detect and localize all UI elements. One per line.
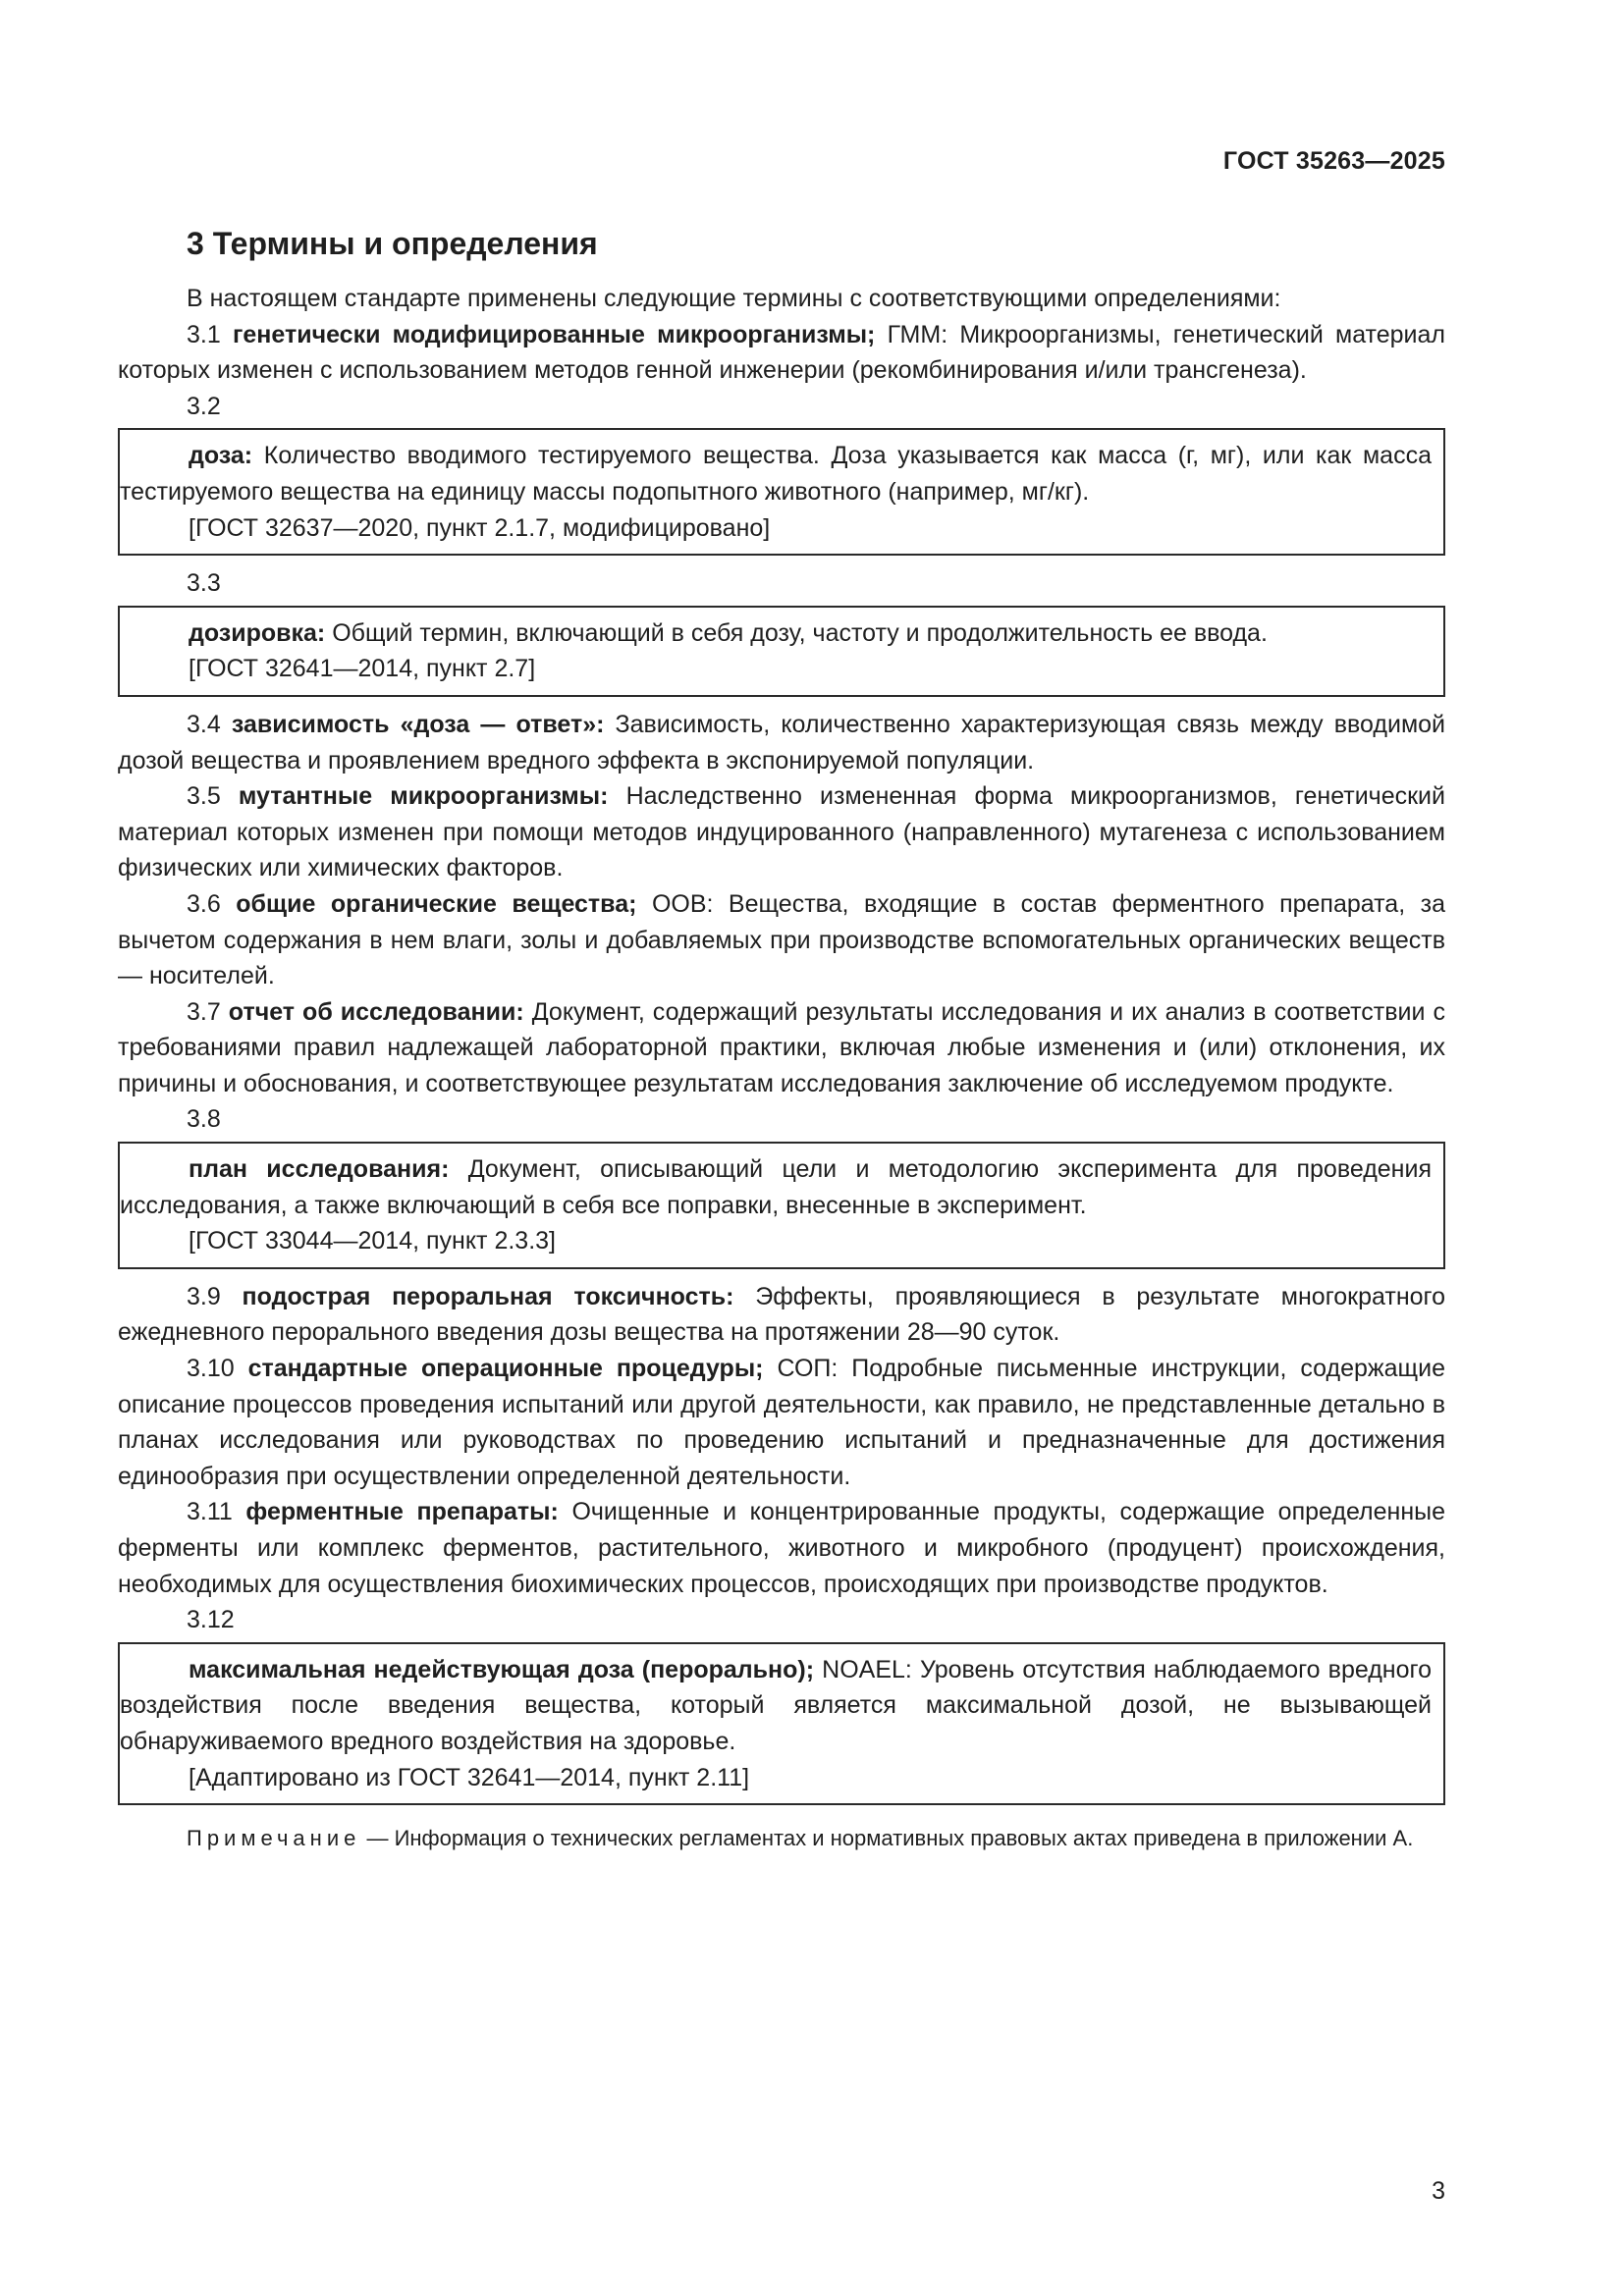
term-name: отчет об исследовании: [228, 997, 524, 1026]
term-number: 3.11 [187, 1498, 233, 1526]
term-name: доза: [189, 442, 253, 470]
term-source: [ГОСТ 32641—2014, пункт 2.7] [189, 655, 536, 683]
term-number: 3.5 [187, 782, 221, 811]
term-number-3-12: 3.12 [187, 1606, 235, 1634]
note-text: — Информация о технических регламентах и нормативных правовых актах приведена в приложении А. [360, 1826, 1414, 1851]
term-3-8 [120, 1151, 1432, 1223]
term-definition: Документ, содержащий результаты исследования и их анализ в соответствии с требованиями правил надлежащей лабораторной практики, включая любые изменения и (или) отклонения, их причины и обоснования, и соответствующее результатам исследования заключение об исследуемом продукте. [118, 997, 1445, 1097]
term-number: 3.4 [187, 710, 221, 738]
term-definition: Наследственно измененная форма микроорганизмов, генетический материал которых изменен при помощи методов индуцированного (направленного) мутагенеза с использованием физических или химических факторов. [118, 782, 1445, 882]
term-3-2 [120, 438, 1432, 509]
note [118, 1823, 1445, 1853]
term-source: [ГОСТ 32637—2020, пункт 2.1.7, модифицировано] [189, 513, 771, 542]
term-3-12 [120, 1652, 1432, 1760]
term-3-5 [118, 778, 1445, 886]
term-name: общие органические вещества; [236, 889, 637, 918]
term-name: подострая пероральная токсичность: [242, 1282, 734, 1310]
term-box-3-3 [118, 606, 1445, 697]
intro-paragraph: В настоящем стандарте применены следующие термины с соответствующими определениями: [187, 285, 1281, 312]
term-3-10 [118, 1351, 1445, 1494]
page-number: 3 [1432, 2177, 1445, 2205]
term-name: зависимость «доза — ответ»: [231, 710, 605, 738]
term-number: 3.10 [187, 1355, 235, 1383]
term-box-3-2 [118, 428, 1445, 556]
term-definition: Общий термин, включающий в себя дозу, частоту и продолжительность ее ввода. [325, 618, 1268, 647]
term-3-3 [120, 615, 1432, 652]
term-definition: NOAEL: Уровень отсутствия наблюдаемого вредного воздействия после введения вещества, который является максимальной дозой, не вызывающей обнаруживаемого вредного воздействия на здоровье. [120, 1655, 1432, 1755]
content [118, 224, 1445, 1853]
term-name: генетически модифицированные микроорганизмы; [232, 320, 876, 348]
term-3-9 [118, 1279, 1445, 1351]
term-name: план исследования: [189, 1155, 450, 1184]
term-number: 3.9 [187, 1282, 221, 1310]
term-definition: ООВ: Вещества, входящие в состав ферментного препарата, за вычетом содержания в нем влаги, золы и добавляемых при производстве вспомогательных органических веществ — носителей. [118, 889, 1445, 990]
term-3-7 [118, 994, 1445, 1102]
term-definition: Документ, описывающий цели и методологию эксперимента для проведения исследования, а также включающий в себя все поправки, внесенные в эксперимент. [120, 1155, 1432, 1219]
term-number-3-2: 3.2 [187, 392, 221, 420]
term-definition: Количество вводимого тестируемого вещества. Доза указывается как масса (г, мг), или как масса тестируемого вещества на единицу массы подопытного животного (например, мг/кг). [120, 442, 1432, 506]
term-name: дозировка: [189, 618, 326, 647]
term-number: 3.1 [187, 320, 221, 348]
term-number-3-8: 3.8 [187, 1105, 221, 1134]
term-definition: СОП: Подробные письменные инструкции, содержащие описание процессов проведения испытаний или другой деятельности, как правило, не представленные детально в планах исследования или руководствах по проведению испытаний и предназначенные для достижения единообразия при осуществлении определенной деятельности. [118, 1355, 1445, 1490]
term-name: мутантные микроорганизмы: [238, 782, 609, 811]
term-name: максимальная недействующая доза (перорально); [189, 1655, 815, 1683]
term-box-3-8 [118, 1142, 1445, 1269]
term-box-3-12 [118, 1642, 1445, 1805]
term-3-11 [118, 1494, 1445, 1602]
note-label: Примечание [187, 1826, 361, 1851]
section-title: 3 Термины и определения [187, 226, 598, 261]
document-number: ГОСТ 35263—2025 [1222, 147, 1445, 175]
term-number: 3.7 [187, 997, 221, 1026]
term-3-6 [118, 886, 1445, 994]
term-3-1 [118, 317, 1445, 389]
term-number-3-3: 3.3 [187, 569, 221, 598]
term-definition: Зависимость, количественно характеризующая связь между вводимой дозой вещества и проявлением вредного эффекта в экспонируемой популяции. [118, 710, 1445, 774]
term-number: 3.6 [187, 889, 221, 918]
term-name: ферментные препараты: [245, 1498, 559, 1526]
term-definition: Эффекты, проявляющиеся в результате многократного ежедневного перорального введения дозы вещества на протяжении 28—90 суток. [118, 1282, 1445, 1347]
term-source: [ГОСТ 33044—2014, пункт 2.3.3] [189, 1227, 556, 1255]
term-source: [Адаптировано из ГОСТ 32641—2014, пункт 2.11] [189, 1763, 750, 1791]
term-name: стандартные операционные процедуры; [247, 1355, 764, 1383]
term-definition: Очищенные и концентрированные продукты, содержащие определенные ферменты или комплекс ферментов, растительного, животного и микробного (продуцент) происхождения, необходимых для осуществления биохимических процессов, происходящих при производстве продуктов. [118, 1498, 1446, 1598]
term-definition: ГММ: Микроорганизмы, генетический материал которых изменен с использованием методов генной инженерии (рекомбинирования и/или трансгенеза). [118, 320, 1445, 385]
term-3-4 [118, 707, 1445, 778]
